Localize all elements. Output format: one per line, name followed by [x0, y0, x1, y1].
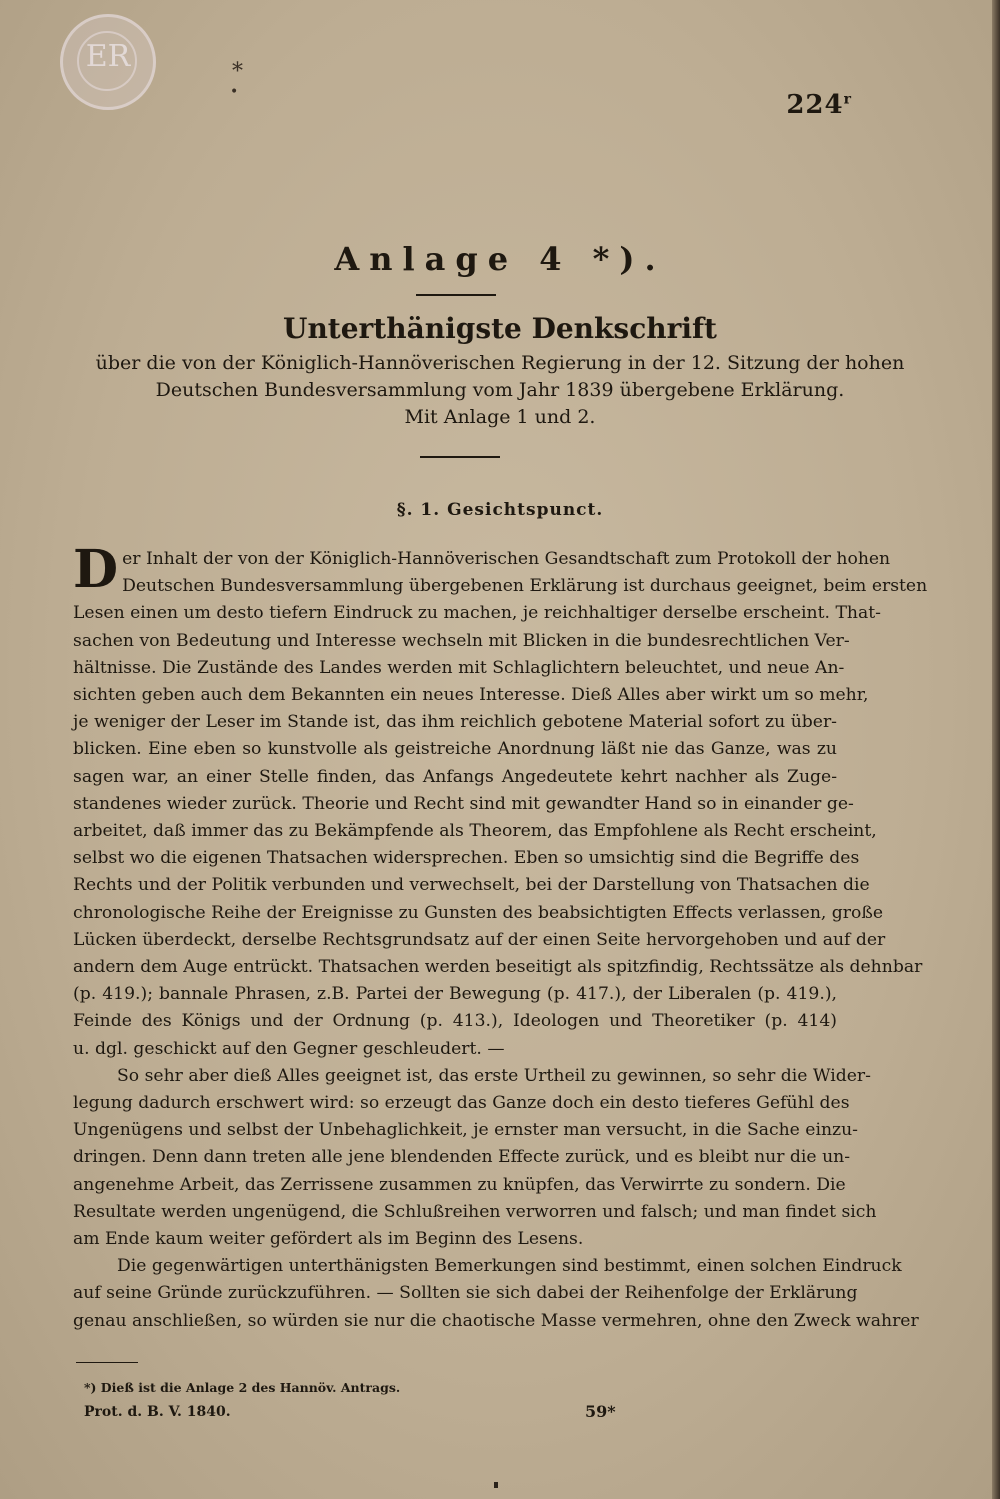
text-line: sagen war, an einer Stelle finden, das Anfangs Angedeutete kehrt nachher als Zuge- — [73, 766, 837, 787]
text-line: Lücken überdeckt, derselbe Rechtsgrundsatz auf der einen Seite hervorgehoben und auf der — [73, 929, 886, 950]
page-number — [786, 90, 852, 120]
text-line: So sehr aber dieß Alles geeignet ist, das erste Urtheil zu gewinnen, so sehr die Wider- — [117, 1065, 871, 1086]
library-stamp — [60, 14, 156, 110]
page-number-suffix: r — [843, 91, 852, 108]
text-line: Ungenügens und selbst der Unbehaglichkeit, je ernster man versucht, in die Sache einzu- — [73, 1120, 858, 1141]
text-line: (p. 419.); bannale Phrasen, z.B. Partei der Bewegung (p. 417.), der Liberalen (p. 419.), — [73, 984, 837, 1005]
heading-divider — [416, 294, 496, 296]
text-line: je weniger der Leser im Stande ist, das ihm reichlich gebotene Material sofort zu über- — [73, 712, 837, 733]
document-subtitle — [70, 350, 930, 431]
paragraph-1 — [73, 539, 928, 1063]
text-line: arbeitet, daß immer das zu Bekämpfende als Theorem, das Empfohlene als Recht erscheint, — [73, 821, 877, 842]
subtitle-line: über die von der Königlich-Hannöverischen Regierung in der 12. Sitzung der hohen — [95, 352, 905, 374]
paragraph-2 — [73, 1063, 877, 1253]
drop-cap: D — [73, 539, 119, 600]
paragraph-3 — [73, 1253, 919, 1335]
text-line: genau anschließen, so würden sie nur die chaotische Masse vermehren, ohne den Zweck wahrer — [73, 1310, 919, 1331]
page-edge-shadow — [992, 0, 1000, 1499]
text-line: sichten geben auch dem Bekannten ein neues Interesse. Dieß Alles aber wirkt um so mehr, — [73, 685, 869, 706]
text-line: u. dgl. geschickt auf den Gegner geschleudert. — — [73, 1038, 505, 1059]
footnote-divider — [76, 1362, 138, 1363]
text-line: Rechts und der Politik verbunden und verwechselt, bei der Darstellung von Thatsachen die — [73, 875, 870, 896]
text-line: auf seine Gründe zurückzuführen. — Sollten sie sich dabei der Reihenfolge der Erklärung — [73, 1283, 858, 1304]
text-line: Lesen einen um desto tiefern Eindruck zu machen, je reichhaltiger derselbe erscheint. That- — [73, 603, 881, 624]
ink-smudge: • — [230, 84, 239, 100]
text-line: hältnisse. Die Zustände des Landes werden mit Schlaglichtern beleuchtet, und neue An- — [73, 657, 845, 678]
text-line: chronologische Reihe der Ereignisse zu Gunsten des beabsichtigten Effects verlassen, große — [73, 902, 884, 923]
text-line: Feinde des Königs und der Ordnung (p. 413.), Ideologen und Theoretiker (p. 414) — [73, 1011, 837, 1032]
text-line: Resultate werden ungenügend, die Schlußreihen verworren und falsch; und man findet sich — [73, 1201, 877, 1222]
title-divider — [420, 456, 500, 458]
text-line: selbst wo die eigenen Thatsachen widersprechen. Eben so umsichtig sind die Begriffe des — [73, 848, 860, 869]
ink-smudge: ⁎ — [232, 52, 243, 77]
text-line: blicken. Eine eben so kunstvolle als geistreiche Anordnung läßt nie das Ganze, was zu — [73, 739, 837, 760]
footer-protocol-reference: Prot. d. B. V. 1840. — [84, 1404, 231, 1420]
text-line: sachen von Bedeutung und Interesse wechseln mit Blicken in die bundesrechtlichen Ver- — [73, 630, 850, 651]
library-stamp-monogram: ER — [85, 39, 131, 74]
text-line: andern dem Auge entrückt. Thatsachen werden beseitigt als spitzfindig, Rechtssätze als dehnbar — [73, 957, 923, 978]
subtitle-line: Mit Anlage 1 und 2. — [404, 406, 596, 428]
ink-dot — [494, 1482, 498, 1488]
text-line: Die gegenwärtigen unterthänigsten Bemerkungen sind bestimmt, einen solchen Eindruck — [117, 1256, 902, 1277]
page-number-value: 224 — [786, 90, 844, 120]
appendix-heading: Anlage 4 *). — [334, 240, 666, 278]
text-line: Deutschen Bundesversammlung übergebenen Erklärung ist durchaus geeignet, beim ersten — [122, 576, 928, 597]
document-title: Unterthänigste Denkschrift — [283, 312, 717, 345]
text-line: dringen. Denn dann treten alle jene blendenden Effecte zurück, und es bleibt nur die un- — [73, 1147, 851, 1168]
text-line: am Ende kaum weiter gefördert als im Beginn des Lesens. — [73, 1229, 584, 1250]
text-line: standenes wieder zurück. Theorie und Recht sind mit gewandter Hand so in einander ge- — [73, 793, 854, 814]
text-line: er Inhalt der von der Königlich-Hannöverischen Gesandtschaft zum Protokoll der hohen — [122, 549, 891, 569]
footer-signature-mark: 59* — [585, 1402, 616, 1421]
footnote: *) Dieß ist die Anlage 2 des Hannöv. Antrags. — [84, 1380, 401, 1395]
section-heading: §. 1. Gesichtspunct. — [396, 500, 604, 520]
body-text — [73, 539, 928, 1335]
text-line: angenehme Arbeit, das Zerrissene zusammen zu knüpfen, das Verwirrte zu sondern. Die — [73, 1174, 846, 1195]
text-line: legung dadurch erschwert wird: so erzeugt das Ganze doch ein desto tieferes Gefühl des — [73, 1093, 850, 1114]
subtitle-line: Deutschen Bundesversammlung vom Jahr 1839 übergebene Erklärung. — [155, 379, 845, 401]
